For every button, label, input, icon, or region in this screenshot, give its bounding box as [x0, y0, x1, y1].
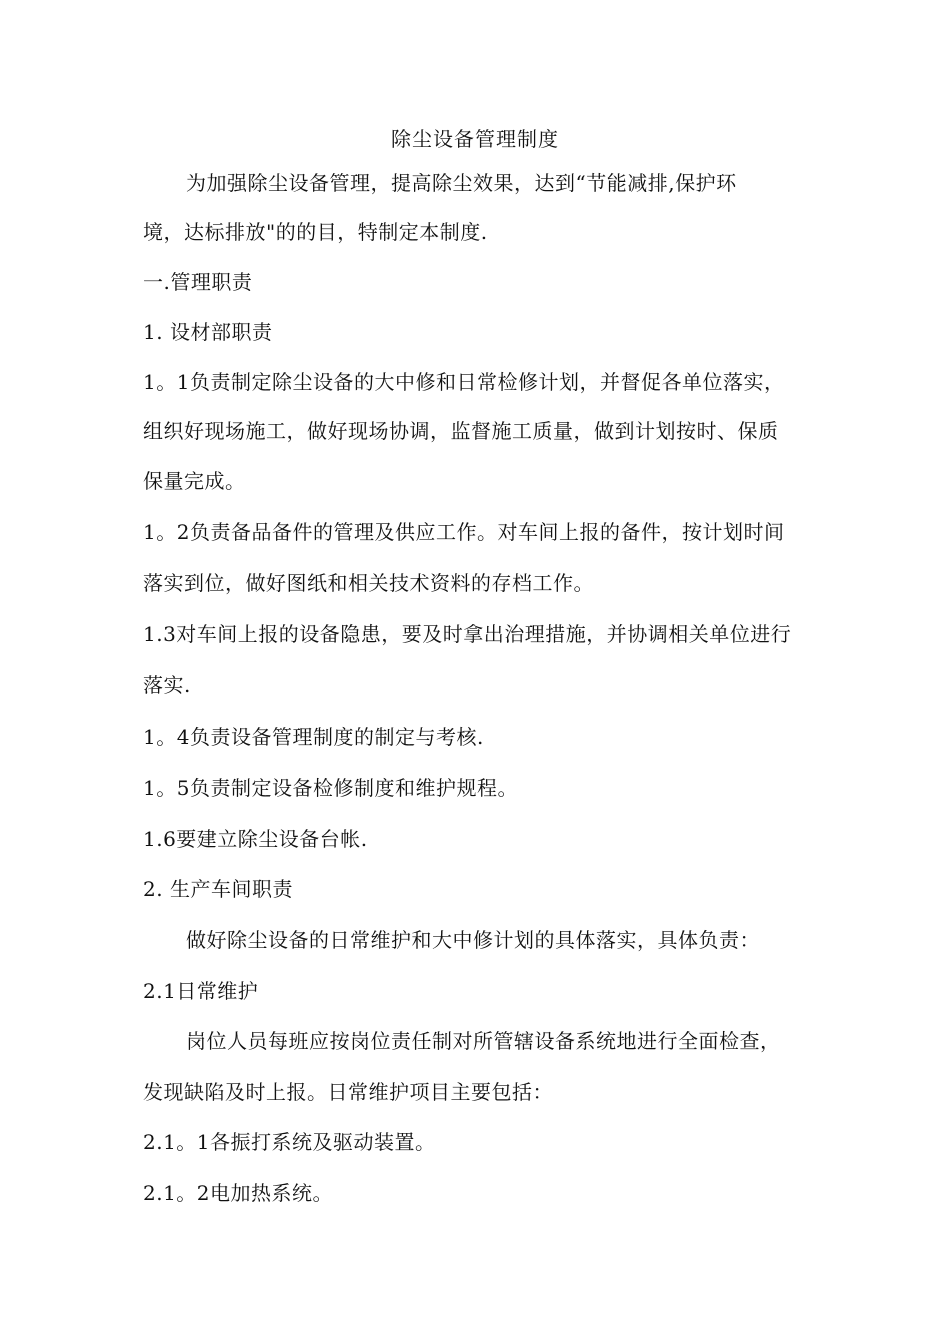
paragraph-line: 1。5负责制定设备检修制度和维护规程。: [143, 776, 518, 800]
paragraph-line: 组织好现场施工，做好现场协调，监督施工质量，做到计划按时、保质: [143, 419, 779, 443]
paragraph-line: 2.1。1各振打系统及驱动装置。: [143, 1130, 436, 1154]
subsection-heading: 1. 设材部职责: [143, 320, 273, 344]
subsection-heading: 2.1日常维护: [143, 979, 259, 1003]
paragraph-line: 境，达标排放"的的目，特制定本制度.: [143, 220, 488, 244]
paragraph-line: 1.6要建立除尘设备台帐.: [143, 827, 368, 851]
subsection-heading: 2. 生产车间职责: [143, 877, 293, 901]
paragraph-line: 做好除尘设备的日常维护和大中修计划的具体落实，具体负责：: [186, 928, 760, 952]
paragraph-line: 1。4负责设备管理制度的制定与考核.: [143, 725, 484, 749]
paragraph-line: 落实.: [143, 673, 191, 697]
paragraph-line: 1.3对车间上报的设备隐患，要及时拿出治理措施，并协调相关单位进行: [143, 622, 792, 646]
paragraph-line: 保量完成。: [143, 469, 246, 493]
paragraph-line: 岗位人员每班应按岗位责任制对所管辖设备系统地进行全面检查，: [186, 1029, 781, 1053]
paragraph-line: 2.1。2电加热系统。: [143, 1181, 334, 1205]
paragraph-line: 1。2负责备品备件的管理及供应工作。对车间上报的备件，按计划时间: [143, 520, 785, 544]
paragraph-line: 1。1负责制定除尘设备的大中修和日常检修计划，并督促各单位落实，: [143, 370, 785, 394]
document-title: 除尘设备管理制度: [391, 127, 559, 151]
paragraph-line: 发现缺陷及时上报。日常维护项目主要包括：: [143, 1080, 553, 1104]
section-heading: 一.管理职责: [143, 270, 253, 294]
paragraph-line: 为加强除尘设备管理，提高除尘效果，达到“节能减排,保护环: [186, 171, 737, 195]
paragraph-line: 落实到位，做好图纸和相关技术资料的存档工作。: [143, 571, 594, 595]
